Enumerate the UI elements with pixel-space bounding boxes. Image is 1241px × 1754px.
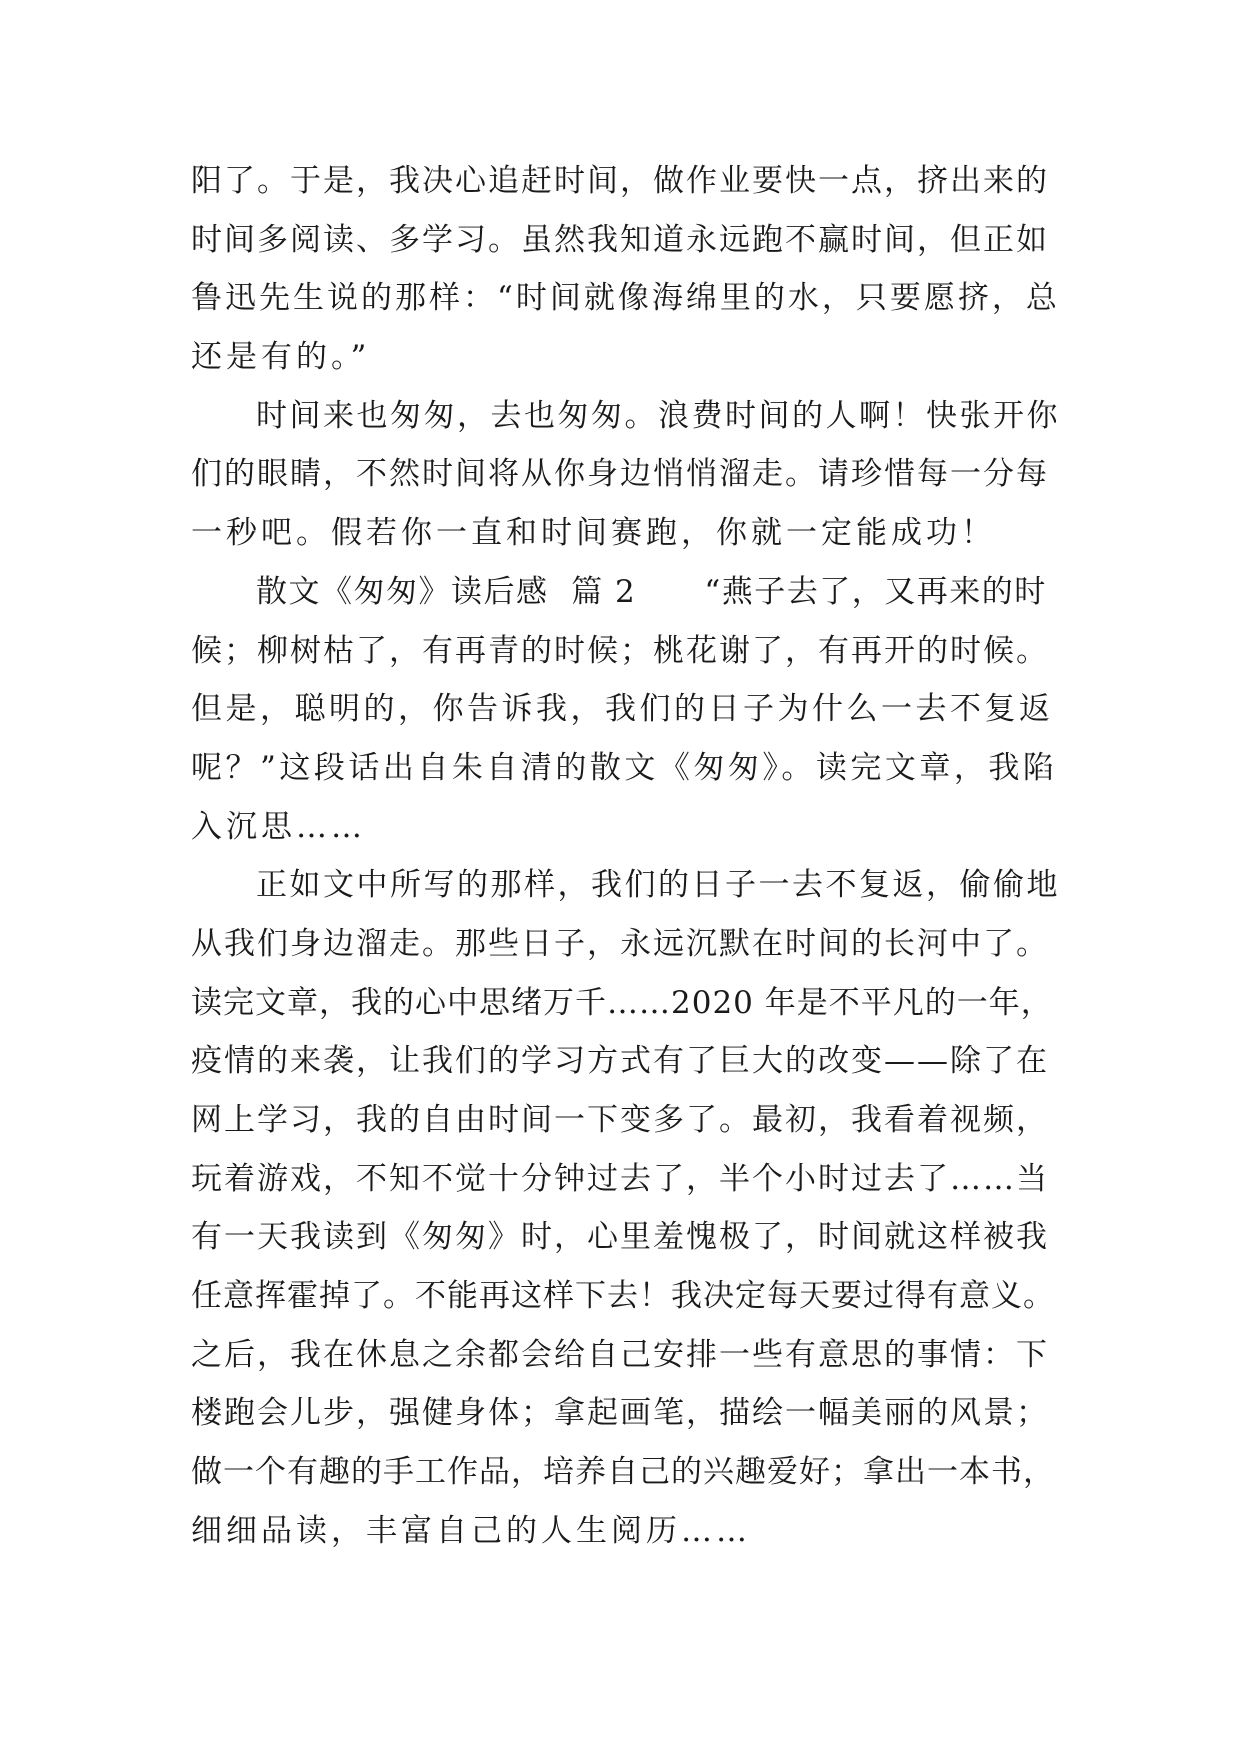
section-heading-line: 散文《匆匆》读后感 篇 2 “燕子去了，又再来的时	[256, 573, 1047, 610]
text-line: 有一天我读到《匆匆》时，心里羞愧极了，时间就这样被我	[191, 1219, 1049, 1256]
text-line: 网上学习，我的自由时间一下变多了。最初，我看着视频，	[191, 1102, 1049, 1138]
text-line: 楼跑会儿步，强健身体；拿起画笔，描绘一幅美丽的风景；	[191, 1395, 1049, 1432]
text-line: 呢？”这段话出自朱自清的散文《匆匆》。读完文章，我陷	[191, 749, 1058, 786]
essay-body	[191, 152, 1061, 1561]
text-line: 候；柳树枯了，有再青的时候；桃花谢了，有再开的时候。	[191, 632, 1049, 669]
text-line: 做一个有趣的手工作品，培养自己的兴趣爱好；拿出一本书，	[191, 1454, 1055, 1491]
text-line: 但是，聪明的，你告诉我，我们的日子为什么一去不复返	[191, 691, 1054, 728]
text-line: 时间多阅读、多学习。虽然我知道永远跑不赢时间，但正如	[191, 221, 1049, 258]
text-line: 阳了。于是，我决心追赶时间，做作业要快一点，挤出来的	[191, 163, 1049, 199]
text-line: 读完文章，我的心中思绪万千……2020 年是不平凡的一年，	[191, 984, 1053, 1021]
text-line: 鲁迅先生说的那样：“时间就像海绵里的水，只要愿挤，总	[191, 280, 1060, 317]
text-line: 疫情的来袭，让我们的学习方式有了巨大的改变——除了在	[191, 1043, 1049, 1080]
paragraph-first-line: 正如文中所写的那样，我们的日子一去不复返，偷偷地	[256, 867, 1060, 904]
text-line: 入沉思……	[191, 808, 366, 845]
text-line: 从我们身边溜走。那些日子，永远沉默在时间的长河中了。	[191, 925, 1049, 962]
paragraph-first-line: 时间来也匆匆，去也匆匆。浪费时间的人啊！快张开你	[256, 397, 1060, 434]
text-line: 还是有的。”	[191, 339, 371, 376]
text-line: 一秒吧。假若你一直和时间赛跑，你就一定能成功！	[191, 515, 996, 552]
text-line: 细细品读，丰富自己的人生阅历……	[191, 1512, 751, 1549]
text-line: 玩着游戏，不知不觉十分钟过去了，半个小时过去了……当	[191, 1160, 1049, 1197]
text-line: 之后，我在休息之余都会给自己安排一些有意思的事情：下	[191, 1336, 1049, 1373]
text-line: 们的眼睛，不然时间将从你身边悄悄溜走。请珍惜每一分每	[191, 456, 1049, 493]
text-line: 任意挥霍掉了。不能再这样下去！我决定每天要过得有意义。	[191, 1278, 1055, 1315]
